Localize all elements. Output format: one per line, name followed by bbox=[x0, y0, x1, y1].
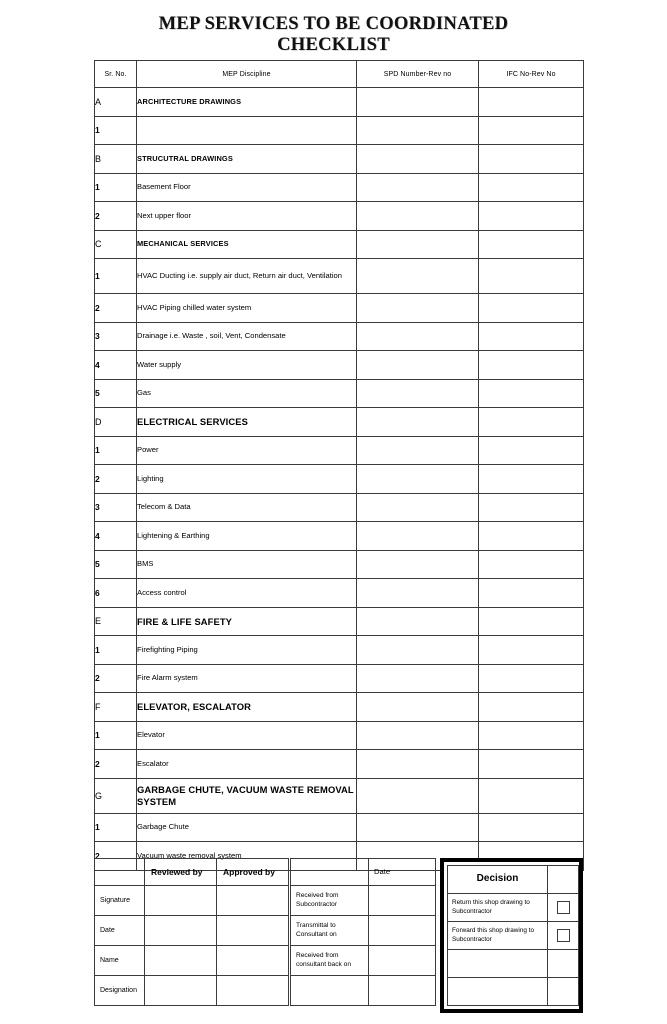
table-header bbox=[95, 61, 584, 88]
table-row bbox=[95, 550, 584, 579]
cell-ifc-number[interactable] bbox=[479, 408, 584, 437]
signature-approved-cell[interactable] bbox=[217, 916, 289, 946]
cell-discipline: Vacuum waste removal system bbox=[137, 842, 357, 871]
cell-spd-number[interactable] bbox=[357, 550, 479, 579]
cell-sr-no: C bbox=[95, 230, 137, 259]
cell-discipline: ARCHITECTURE DRAWINGS bbox=[137, 88, 357, 117]
cell-spd-number[interactable] bbox=[357, 116, 479, 145]
signature-row-label: Name bbox=[95, 946, 145, 976]
cell-ifc-number[interactable] bbox=[479, 750, 584, 779]
transmittal-row bbox=[291, 886, 436, 916]
signature-row bbox=[95, 976, 289, 1006]
signature-row bbox=[95, 886, 289, 916]
page-title bbox=[0, 14, 667, 56]
cell-spd-number[interactable] bbox=[357, 465, 479, 494]
cell-discipline: ELECTRICAL SERVICES bbox=[137, 408, 357, 437]
cell-sr-no: 2 bbox=[95, 202, 137, 231]
table-row bbox=[95, 230, 584, 259]
cell-sr-no: 2 bbox=[95, 294, 137, 323]
table-row bbox=[95, 693, 584, 722]
cell-sr-no: 1 bbox=[95, 436, 137, 465]
cell-ifc-number[interactable] bbox=[479, 522, 584, 551]
cell-spd-number[interactable] bbox=[357, 813, 479, 842]
table-row bbox=[95, 88, 584, 117]
table-row bbox=[95, 607, 584, 636]
signature-table bbox=[94, 858, 289, 1006]
cell-ifc-number[interactable] bbox=[479, 202, 584, 231]
decision-checkbox-cell[interactable] bbox=[548, 978, 579, 1006]
transmittal-date-cell[interactable] bbox=[369, 946, 436, 976]
cell-discipline bbox=[137, 116, 357, 145]
cell-discipline: Water supply bbox=[137, 351, 357, 380]
cell-spd-number[interactable] bbox=[357, 636, 479, 665]
cell-ifc-number[interactable] bbox=[479, 813, 584, 842]
decision-row bbox=[448, 978, 579, 1006]
cell-sr-no: 4 bbox=[95, 522, 137, 551]
signature-approved-cell[interactable] bbox=[217, 976, 289, 1006]
table-body bbox=[95, 88, 584, 871]
table-row bbox=[95, 116, 584, 145]
table-row bbox=[95, 294, 584, 323]
decision-block bbox=[440, 858, 583, 1013]
decision-row bbox=[448, 894, 579, 922]
table-row bbox=[95, 408, 584, 437]
mep-checklist-table bbox=[94, 60, 584, 871]
cell-discipline: FIRE & LIFE SAFETY bbox=[137, 607, 357, 636]
page-title-line-2: CHECKLIST bbox=[277, 35, 390, 55]
cell-ifc-number[interactable] bbox=[479, 173, 584, 202]
cell-discipline: Escalator bbox=[137, 750, 357, 779]
cell-spd-number[interactable] bbox=[357, 750, 479, 779]
cell-sr-no: 2 bbox=[95, 465, 137, 494]
column-header-approved-by: Approved by bbox=[217, 859, 289, 886]
table-row bbox=[95, 259, 584, 294]
table-row bbox=[95, 379, 584, 408]
transmittal-row-label: Received from Subcontractor bbox=[291, 886, 369, 916]
cell-sr-no: 1 bbox=[95, 116, 137, 145]
cell-sr-no: 2 bbox=[95, 664, 137, 693]
signature-reviewed-cell[interactable] bbox=[145, 916, 217, 946]
signature-row-label: Designation bbox=[95, 976, 145, 1006]
cell-spd-number[interactable] bbox=[357, 778, 479, 813]
cell-sr-no: G bbox=[95, 778, 137, 813]
cell-ifc-number[interactable] bbox=[479, 636, 584, 665]
cell-ifc-number[interactable] bbox=[479, 465, 584, 494]
decision-header-check-cell bbox=[548, 866, 579, 894]
cell-spd-number[interactable] bbox=[357, 493, 479, 522]
transmittal-dates-block bbox=[290, 858, 435, 1006]
cell-ifc-number[interactable] bbox=[479, 579, 584, 608]
cell-discipline: Access control bbox=[137, 579, 357, 608]
footer-blocks bbox=[0, 858, 667, 1018]
transmittal-row-label bbox=[291, 976, 369, 1006]
cell-ifc-number[interactable] bbox=[479, 379, 584, 408]
table-row bbox=[95, 750, 584, 779]
cell-ifc-number[interactable] bbox=[479, 664, 584, 693]
decision-row-label bbox=[448, 950, 548, 978]
cell-discipline: Firefighting Piping bbox=[137, 636, 357, 665]
cell-sr-no: D bbox=[95, 408, 137, 437]
table-row bbox=[95, 173, 584, 202]
table-row bbox=[95, 322, 584, 351]
cell-discipline: Lighting bbox=[137, 465, 357, 494]
cell-discipline: ELEVATOR, ESCALATOR bbox=[137, 693, 357, 722]
cell-spd-number[interactable] bbox=[357, 294, 479, 323]
cell-sr-no: 6 bbox=[95, 579, 137, 608]
cell-ifc-number[interactable] bbox=[479, 778, 584, 813]
mep-checklist-table-container bbox=[94, 60, 583, 871]
cell-discipline: Power bbox=[137, 436, 357, 465]
cell-discipline: HVAC Ducting i.e. supply air duct, Return air duct, Ventilation bbox=[137, 259, 357, 294]
cell-ifc-number[interactable] bbox=[479, 721, 584, 750]
cell-discipline: Telecom & Data bbox=[137, 493, 357, 522]
decision-row bbox=[448, 922, 579, 950]
cell-ifc-number[interactable] bbox=[479, 436, 584, 465]
checkbox-icon[interactable] bbox=[557, 929, 570, 942]
signature-approved-cell[interactable] bbox=[217, 886, 289, 916]
table-row bbox=[95, 465, 584, 494]
cell-spd-number[interactable] bbox=[357, 230, 479, 259]
cell-ifc-number[interactable] bbox=[479, 550, 584, 579]
signature-approval-block bbox=[94, 858, 288, 1006]
cell-ifc-number[interactable] bbox=[479, 116, 584, 145]
checkbox-icon[interactable] bbox=[557, 901, 570, 914]
transmittal-header-row bbox=[291, 859, 436, 886]
cell-sr-no: 2 bbox=[95, 842, 137, 871]
cell-spd-number[interactable] bbox=[357, 693, 479, 722]
decision-title: Decision bbox=[448, 866, 548, 894]
transmittal-row-label: Transmittal to Consultant on bbox=[291, 916, 369, 946]
cell-discipline: Drainage i.e. Waste , soil, Vent, Condensate bbox=[137, 322, 357, 351]
cell-spd-number[interactable] bbox=[357, 579, 479, 608]
decision-row-label: Return this shop drawing to Subcontractor bbox=[448, 894, 548, 922]
signature-reviewed-cell[interactable] bbox=[145, 886, 217, 916]
table-row bbox=[95, 579, 584, 608]
cell-discipline: MECHANICAL SERVICES bbox=[137, 230, 357, 259]
table-row bbox=[95, 636, 584, 665]
cell-spd-number[interactable] bbox=[357, 259, 479, 294]
decision-row-label: Forward this shop drawing to Subcontractor bbox=[448, 922, 548, 950]
signature-header-row bbox=[95, 859, 289, 886]
cell-spd-number[interactable] bbox=[357, 721, 479, 750]
column-header-date: Date bbox=[369, 859, 436, 886]
signature-corner-cell bbox=[95, 859, 145, 886]
decision-checkbox-cell[interactable] bbox=[548, 950, 579, 978]
cell-sr-no: F bbox=[95, 693, 137, 722]
cell-ifc-number[interactable] bbox=[479, 493, 584, 522]
cell-sr-no: B bbox=[95, 145, 137, 174]
page-title-line-1: MEP SERVICES TO BE COORDINATED bbox=[158, 14, 509, 34]
decision-table bbox=[447, 865, 579, 1006]
table-row bbox=[95, 721, 584, 750]
decision-checkbox-cell[interactable] bbox=[548, 922, 579, 950]
transmittal-date-cell[interactable] bbox=[369, 886, 436, 916]
cell-sr-no: E bbox=[95, 607, 137, 636]
transmittal-date-cell[interactable] bbox=[369, 916, 436, 946]
cell-sr-no: 4 bbox=[95, 351, 137, 380]
column-header-ifc: IFC No-Rev No bbox=[479, 61, 584, 88]
cell-sr-no: 1 bbox=[95, 173, 137, 202]
column-header-reviewed-by: Reviewed by bbox=[145, 859, 217, 886]
transmittal-table bbox=[290, 858, 436, 1006]
cell-ifc-number[interactable] bbox=[479, 88, 584, 117]
signature-row bbox=[95, 946, 289, 976]
cell-sr-no: A bbox=[95, 88, 137, 117]
cell-discipline: Next upper floor bbox=[137, 202, 357, 231]
cell-spd-number[interactable] bbox=[357, 522, 479, 551]
signature-reviewed-cell[interactable] bbox=[145, 946, 217, 976]
cell-ifc-number[interactable] bbox=[479, 322, 584, 351]
signature-row-label: Date bbox=[95, 916, 145, 946]
cell-spd-number[interactable] bbox=[357, 173, 479, 202]
table-row bbox=[95, 813, 584, 842]
signature-reviewed-cell[interactable] bbox=[145, 976, 217, 1006]
cell-spd-number[interactable] bbox=[357, 88, 479, 117]
cell-ifc-number[interactable] bbox=[479, 145, 584, 174]
table-header-row bbox=[95, 61, 584, 88]
decision-row-label bbox=[448, 978, 548, 1006]
cell-discipline: Gas bbox=[137, 379, 357, 408]
cell-discipline: Fire Alarm system bbox=[137, 664, 357, 693]
cell-discipline: BMS bbox=[137, 550, 357, 579]
signature-approved-cell[interactable] bbox=[217, 946, 289, 976]
signature-table-body bbox=[95, 886, 289, 1006]
table-row bbox=[95, 778, 584, 813]
cell-sr-no: 5 bbox=[95, 379, 137, 408]
cell-discipline: Elevator bbox=[137, 721, 357, 750]
cell-spd-number[interactable] bbox=[357, 607, 479, 636]
table-row bbox=[95, 522, 584, 551]
cell-sr-no: 3 bbox=[95, 322, 137, 351]
cell-spd-number[interactable] bbox=[357, 664, 479, 693]
table-row bbox=[95, 145, 584, 174]
transmittal-row bbox=[291, 946, 436, 976]
transmittal-row bbox=[291, 976, 436, 1006]
cell-spd-number[interactable] bbox=[357, 436, 479, 465]
cell-spd-number[interactable] bbox=[357, 408, 479, 437]
cell-sr-no: 2 bbox=[95, 750, 137, 779]
cell-ifc-number[interactable] bbox=[479, 230, 584, 259]
decision-header-row bbox=[448, 866, 579, 894]
cell-spd-number[interactable] bbox=[357, 351, 479, 380]
column-header-sr-no: Sr. No. bbox=[95, 61, 137, 88]
cell-sr-no: 1 bbox=[95, 636, 137, 665]
transmittal-table-body bbox=[291, 886, 436, 1006]
cell-ifc-number[interactable] bbox=[479, 607, 584, 636]
table-row bbox=[95, 493, 584, 522]
decision-table-body bbox=[448, 894, 579, 1006]
signature-row-label: Signature bbox=[95, 886, 145, 916]
cell-sr-no: 1 bbox=[95, 721, 137, 750]
cell-sr-no: 1 bbox=[95, 259, 137, 294]
cell-ifc-number[interactable] bbox=[479, 294, 584, 323]
cell-discipline: HVAC Piping chilled water system bbox=[137, 294, 357, 323]
cell-ifc-number[interactable] bbox=[479, 693, 584, 722]
decision-row bbox=[448, 950, 579, 978]
table-row bbox=[95, 664, 584, 693]
cell-spd-number[interactable] bbox=[357, 145, 479, 174]
table-row bbox=[95, 351, 584, 380]
column-header-discipline: MEP Discipline bbox=[137, 61, 357, 88]
cell-discipline: Garbage Chute bbox=[137, 813, 357, 842]
cell-discipline: Basement Floor bbox=[137, 173, 357, 202]
cell-sr-no: 3 bbox=[95, 493, 137, 522]
cell-discipline: STRUCUTRAL DRAWINGS bbox=[137, 145, 357, 174]
cell-spd-number[interactable] bbox=[357, 202, 479, 231]
column-header-spd: SPD Number-Rev no bbox=[357, 61, 479, 88]
cell-ifc-number[interactable] bbox=[479, 351, 584, 380]
transmittal-date-cell[interactable] bbox=[369, 976, 436, 1006]
cell-sr-no: 1 bbox=[95, 813, 137, 842]
decision-checkbox-cell[interactable] bbox=[548, 894, 579, 922]
signature-row bbox=[95, 916, 289, 946]
cell-sr-no: 5 bbox=[95, 550, 137, 579]
cell-discipline: GARBAGE CHUTE, VACUUM WASTE REMOVAL SYSTEM bbox=[137, 778, 357, 813]
table-row bbox=[95, 436, 584, 465]
transmittal-row-label: Received from consultant back on bbox=[291, 946, 369, 976]
cell-spd-number[interactable] bbox=[357, 322, 479, 351]
table-row bbox=[95, 202, 584, 231]
cell-discipline: Lightening & Earthing bbox=[137, 522, 357, 551]
cell-ifc-number[interactable] bbox=[479, 259, 584, 294]
cell-spd-number[interactable] bbox=[357, 379, 479, 408]
transmittal-row bbox=[291, 916, 436, 946]
transmittal-corner-cell bbox=[291, 859, 369, 886]
